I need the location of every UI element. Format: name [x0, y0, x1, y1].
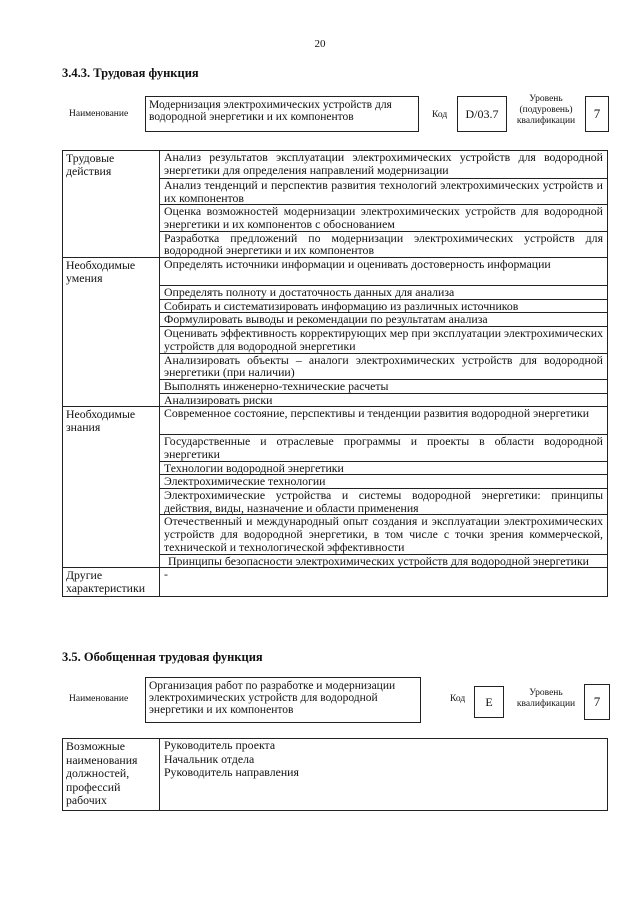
table-row — [63, 515, 608, 554]
table-cell: Оценка возможностей модернизации электрохимических устройств для водородной энергетики и их компонентов с обоснованием — [160, 205, 608, 231]
table-cell: Разработка предложений по модернизации электрохимических устройств для водородной энергетики и их компонентов — [160, 231, 608, 257]
table-cell: Определять полноту и достаточность данных для анализа — [160, 286, 608, 300]
code-value: E — [474, 686, 504, 718]
table-row — [63, 231, 608, 257]
table-row — [63, 475, 608, 489]
category-cell: Необходимые знания — [63, 407, 160, 435]
table-row — [63, 353, 608, 379]
generalized-function-name-value: Организация работ по разработке и модернизации электрохимических устройств для водородной энергетики и их компонентов — [145, 677, 421, 723]
table-row — [63, 461, 608, 475]
table-cell: Анализировать объекты – аналоги электрохимических устройств для водородной энергетики (при наличии) — [160, 353, 608, 379]
level-value: 7 — [585, 96, 609, 132]
table-row — [63, 435, 608, 461]
list-item: Руководитель проекта — [164, 738, 276, 752]
positions-label: Возможные наименования должностей, профессий рабочих — [63, 739, 160, 811]
table-row — [63, 286, 608, 300]
level-value: 7 — [584, 684, 610, 720]
name-label: Наименование — [69, 694, 129, 704]
table-row — [63, 205, 608, 231]
section-heading-3-5: 3.5. Обобщенная трудовая функция — [62, 650, 263, 664]
level-label: Уровень квалификации — [516, 688, 576, 709]
table-row — [63, 299, 608, 313]
table-cell: - — [160, 568, 608, 597]
table-row — [63, 379, 608, 393]
function-name-value: Модернизация электрохимических устройств для водородной энергетики и их компонентов — [145, 96, 419, 132]
table-cell: Формулировать выводы и рекомендации по результатам анализа — [160, 313, 608, 327]
table-cell: Оценивать эффективность корректирующих мер при эксплуатации электрохимических устройств для водородной энергетики — [160, 327, 608, 353]
code-value: D/03.7 — [457, 96, 507, 132]
table-cell: Электрохимические технологии — [160, 475, 608, 489]
list-item: Руководитель направления — [164, 765, 299, 779]
section-heading-3-4-3: 3.4.3. Трудовая функция — [62, 66, 199, 80]
table-row — [63, 489, 608, 515]
table-cell: Собирать и систематизировать информацию из различных источников — [160, 299, 608, 313]
table-row — [63, 554, 608, 568]
category-cell: Трудовые действия — [63, 151, 160, 179]
table-row — [63, 258, 608, 286]
table-row — [63, 151, 608, 179]
function-name-row — [62, 94, 610, 142]
category-cell: Другие характеристики — [63, 568, 160, 597]
table-cell: Выполнять инженерно-технические расчеты — [160, 379, 608, 393]
table-row — [63, 178, 608, 204]
table-cell: Анализ результатов эксплуатации электрохимических устройств для водородной энергетики для определения направлений модернизации — [160, 151, 608, 179]
positions-list — [160, 739, 608, 811]
table-cell: Современное состояние, перспективы и тенденции развития водородной энергетики — [160, 407, 608, 435]
page-number: 20 — [314, 38, 326, 50]
table-cell: Принципы безопасности электрохимических устройств для водородной энергетики — [160, 554, 608, 568]
function-details-table — [62, 150, 608, 597]
table-row — [63, 313, 608, 327]
code-label: Код — [432, 110, 448, 120]
table-row — [63, 393, 608, 407]
level-label: Уровень (подуровень) квалификации — [516, 94, 576, 126]
table-cell: Государственные и отраслевые программы и проекты в области водородной энергетики — [160, 435, 608, 461]
list-item: Начальник отдела — [164, 751, 255, 766]
table-cell: Технологии водородной энергетики — [160, 461, 608, 475]
table-cell: Определять источники информации и оценивать достоверность информации — [160, 258, 608, 286]
table-cell: Электрохимические устройства и системы водородной энергетики: принципы действия, виды, назначение и области применения — [160, 489, 608, 515]
category-cell: Необходимые умения — [63, 258, 160, 286]
generalized-function-name-row — [62, 676, 610, 724]
positions-table — [62, 738, 608, 811]
table-cell: Анализ тенденций и перспектив развития технологий электрохимических устройств и их компонентов — [160, 178, 608, 204]
table-cell: Отечественный и международный опыт создания и эксплуатации электрохимических устройств для водородной энергетики, в том числе с точки зрения коммерческой, технической и технологической эффективности — [160, 515, 608, 554]
name-label: Наименование — [69, 109, 129, 119]
code-label: Код — [450, 694, 466, 704]
table-row — [63, 407, 608, 435]
table-row — [63, 739, 608, 811]
table-cell: Анализировать риски — [160, 393, 608, 407]
table-row — [63, 568, 608, 597]
table-row — [63, 327, 608, 353]
